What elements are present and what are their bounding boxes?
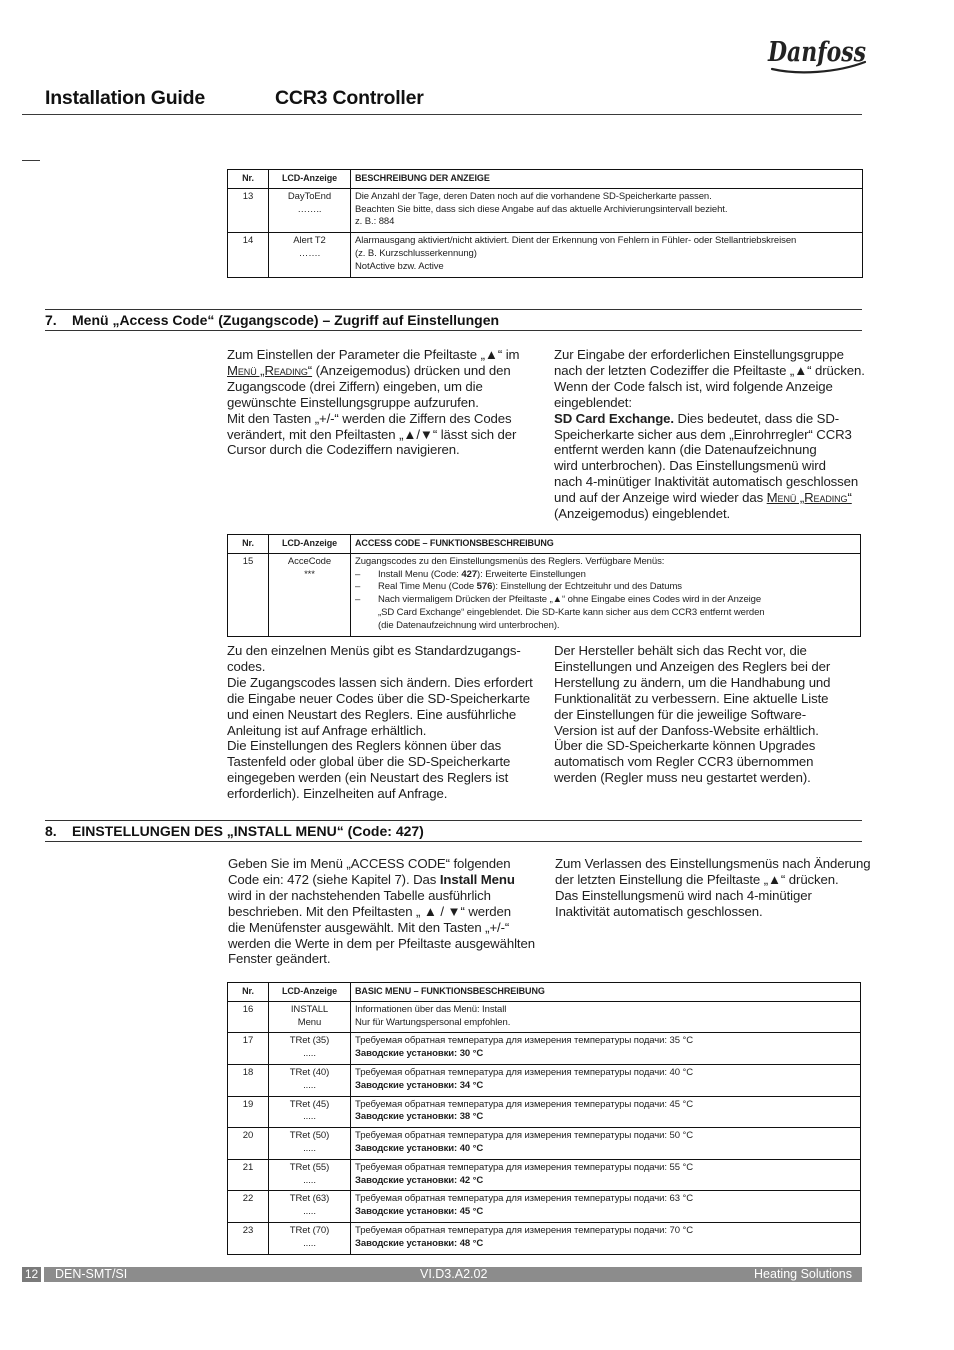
text-line [554, 458, 874, 474]
text-run: Fenster geändert. [228, 951, 331, 967]
table-row [228, 1128, 861, 1160]
text-run: Speicherkarte sicher aus dem „Einrohrregler“ CCR3 [554, 426, 852, 442]
col-header-description: BESCHREIBUNG DER ANZEIGE [351, 170, 863, 189]
text-line [227, 643, 547, 659]
text-run: Die Einstellungen des Reglers können über das [227, 738, 502, 754]
text-line [355, 1143, 856, 1156]
text-line [227, 691, 547, 707]
list-item-text [378, 581, 856, 594]
text-run: Требуемая обратная температура для измерения температуры подачи: 40 °C [355, 1066, 693, 1078]
text-run: gewünschte Einstellungsgruppe aufzurufen. [227, 394, 479, 410]
text-run: der letzten Einstellung die Pfeiltaste „▲“ drücken. [555, 871, 839, 887]
text-line [355, 1162, 856, 1175]
text-line [355, 1080, 856, 1093]
lcd-display-text: Menu [297, 1016, 322, 1028]
text-line [554, 474, 874, 490]
text-line [227, 442, 547, 458]
text-line [555, 904, 875, 920]
lcd-display-text: DayToEnd [287, 190, 332, 202]
text-line [554, 754, 874, 770]
table-row [228, 553, 861, 636]
text-run: z. B.: 884 [355, 216, 395, 228]
col-header-description: ACCESS CODE – FUNKTIONSBESCHREIBUNG [351, 535, 861, 554]
text-line [554, 490, 874, 506]
page-number: 12 [22, 1267, 41, 1282]
text-line [228, 904, 548, 920]
lcd-display-text: ..... [303, 1237, 316, 1249]
text-run: Das Einstellungsmenü wird nach 4-minütiger [555, 887, 812, 903]
list-item-text [378, 569, 856, 582]
text-line [227, 427, 547, 443]
table-header-row [228, 983, 861, 1002]
table-body [228, 188, 863, 277]
text-run: NotActive bzw. Active [355, 260, 444, 272]
lcd-display-cell [269, 188, 351, 232]
lcd-display-text: *** [304, 568, 315, 580]
table-row [228, 233, 863, 277]
text-run: Code ein: 472 (siehe Kapitel 7). Das [228, 871, 440, 887]
notes-left-column [227, 643, 547, 802]
col-header-description: BASIC MENU – FUNKTIONSBESCHREIBUNG [351, 983, 861, 1002]
document-title: Installation Guide [45, 87, 205, 109]
text-run: ): Einstellung der Echtzeituhr und des Datums [492, 581, 682, 593]
text-run: werden (Regler muss neu gestartet werden). [554, 770, 811, 786]
description-cell [351, 1064, 861, 1096]
text-run: Die Zugangscodes lassen sich ändern. Dies erfordert [227, 674, 533, 690]
text-line [378, 594, 856, 607]
basic-menu-table [227, 982, 861, 1255]
bold-text-run: 427 [461, 568, 478, 580]
text-run: Требуемая обратная температура для измерения температуры подачи: 70 °C [355, 1224, 693, 1236]
text-line [355, 556, 856, 569]
bold-text-run: Заводские установки: 38 °C [355, 1111, 484, 1123]
text-run: Tastenfeld oder global über die SD-Speicherkarte [227, 754, 511, 770]
text-line [554, 427, 874, 443]
lcd-display-text: TRet (70) [289, 1224, 330, 1236]
text-line [228, 888, 548, 904]
text-run: ): Erweiterte Einstellungen [477, 568, 586, 580]
text-run: Wenn der Code falsch ist, wird folgende Anzeige [554, 378, 833, 394]
text-line [228, 920, 548, 936]
text-line [554, 379, 874, 395]
row-number: 20 [228, 1128, 269, 1160]
list-item-text [378, 594, 856, 632]
text-run: Zum Einstellen der Parameter die Pfeiltaste „▲“ im [227, 347, 520, 362]
text-run: entfernt werden kann (die Datenaufzeichnung [554, 442, 817, 458]
text-line [227, 786, 547, 802]
text-line [355, 1017, 856, 1030]
text-run: Beachten Sie bitte, dass sich diese Angabe auf das aktuelle Archivierungsintervall bezieht. [355, 203, 728, 215]
row-number: 13 [228, 188, 269, 232]
description-cell [351, 1222, 861, 1254]
text-line [355, 1175, 856, 1188]
product-title: CCR3 Controller [275, 87, 424, 109]
text-run: Zugangscode (drei Ziffern) eingeben, um die [227, 378, 483, 394]
table-row [228, 1064, 861, 1096]
text-run: „SD Card Exchange“ eingeblendet. Die SD-Karte kann sicher aus dem CCR3 entfernt werden [378, 606, 765, 618]
text-run: eingeblendet: [554, 394, 632, 410]
text-line [554, 691, 874, 707]
col-header-nr: Nr. [228, 983, 269, 1002]
text-line [378, 607, 856, 620]
text-line [355, 216, 858, 229]
lcd-display-text: TRet (45) [289, 1098, 330, 1110]
text-run: (die Datenaufzeichnung wird unterbrochen). [378, 619, 560, 631]
text-line [228, 951, 548, 967]
bold-text-run: 576 [476, 581, 493, 593]
footer-bar [44, 1267, 862, 1282]
text-line [228, 936, 548, 952]
description-cell [351, 553, 861, 636]
text-run: Version ist auf der Danfoss-Website erhältlich. [554, 722, 819, 738]
text-run: Install Menu (Code: [378, 568, 462, 580]
table-row [228, 1222, 861, 1254]
text-line [554, 707, 874, 723]
text-line [554, 738, 874, 754]
lcd-display-text: ..... [303, 1048, 316, 1060]
table-row [228, 188, 863, 232]
lcd-display-text: ..... [303, 1142, 316, 1154]
text-run: Inaktivität automatisch geschlossen. [555, 903, 763, 919]
row-number: 15 [228, 553, 269, 636]
text-line [355, 1048, 856, 1061]
section-8-left-column [228, 856, 548, 967]
description-cell [351, 1033, 861, 1065]
description-cell [351, 1159, 861, 1191]
text-line [228, 856, 548, 872]
lcd-display-cell [269, 1064, 351, 1096]
lcd-display-cell [269, 1033, 351, 1065]
text-line [554, 395, 874, 411]
section-title: EINSTELLUNGEN DES „INSTALL MENU“ (Code: 427) [72, 823, 424, 839]
text-line [378, 620, 856, 633]
header-divider [22, 114, 862, 115]
text-run: verändert, mit den Pfeiltasten „▲/▼“ lässt sich der [227, 426, 517, 442]
text-run: Über die SD-Speicherkarte können Upgrades [554, 738, 816, 754]
description-cell [351, 188, 863, 232]
text-line [355, 1130, 856, 1143]
text-line [554, 442, 874, 458]
table-body [228, 1001, 861, 1254]
footer-doc-code: DEN-SMT/SI [55, 1267, 128, 1281]
text-run: beschrieben. Mit den Pfeiltasten „ ▲ / ▼“ werden [228, 903, 511, 919]
table-row [228, 1096, 861, 1128]
text-run: Geben Sie im Menü „ACCESS CODE“ folgenden [228, 856, 511, 871]
text-run: und einen Neustart des Reglers. Eine ausführliche [227, 706, 517, 722]
bullet-dash: – [355, 568, 361, 580]
text-run: Требуемая обратная температура для измерения температуры подачи: 45 °C [355, 1098, 693, 1110]
text-run: die Menüfenster ausgewählt. Mit den Tasten „+/-“ [228, 919, 510, 935]
text-line [355, 1111, 856, 1124]
table-row [228, 1033, 861, 1065]
lcd-display-text: ..... [303, 1111, 316, 1123]
section-7-right-column [554, 347, 874, 522]
text-line [227, 675, 547, 691]
text-run: Real Time Menu (Code [378, 581, 477, 593]
table-row [228, 1001, 861, 1033]
description-cell [351, 233, 863, 277]
text-line [227, 379, 547, 395]
text-line [227, 659, 547, 675]
table-row [228, 1191, 861, 1223]
row-number: 14 [228, 233, 269, 277]
text-run: Nach viermaligem Drücken der Pfeiltaste „▲“ ohne Eingabe eines Codes wird in der Anzeige [378, 594, 762, 606]
text-run: Informationen über das Menü: Install [355, 1003, 507, 1015]
lcd-display-text: …….. [297, 203, 322, 215]
text-run: Funktionalität zu verbessern. Eine aktuelle Liste [554, 690, 829, 706]
bold-text-run: Заводские установки: 34 °C [355, 1079, 484, 1091]
text-run: erforderlich). Einzelheiten auf Anfrage. [227, 786, 448, 802]
col-header-lcd: LCD-Anzeige [269, 170, 351, 189]
text-line [355, 235, 858, 248]
section-7-heading [45, 309, 862, 331]
text-run: (Anzeigemodus) drücken und den [312, 362, 511, 378]
text-line [554, 659, 874, 675]
bold-text-run: Заводские установки: 45 °C [355, 1206, 484, 1218]
bold-text-run: Заводские установки: 40 °C [355, 1142, 484, 1154]
text-line [227, 754, 547, 770]
text-line [227, 395, 547, 411]
text-line [355, 1225, 856, 1238]
text-run: und auf der Anzeige wird wieder das [554, 490, 767, 506]
col-header-nr: Nr. [228, 535, 269, 554]
list-item [355, 594, 856, 632]
bold-text-run: Install Menu [439, 871, 515, 887]
notes-right-column [554, 643, 874, 786]
text-line [227, 411, 547, 427]
text-run: Требуемая обратная температура для измерения температуры подачи: 55 °C [355, 1161, 693, 1173]
menu-name-reference: Menü „Reading“ [766, 490, 852, 506]
lcd-display-text: TRet (40) [289, 1066, 330, 1078]
lcd-display-text: ……. [298, 247, 321, 259]
lcd-display-cell [269, 1159, 351, 1191]
bold-text-run: SD Card Exchange. [554, 410, 674, 426]
text-run: Требуемая обратная температура для измерения температуры подачи: 35 °C [355, 1035, 693, 1047]
list-item [355, 569, 856, 582]
text-run: wird unterbrochen). Das Einstellungsmenü wird [554, 458, 826, 474]
text-run: Требуемая обратная температура для измерения температуры подачи: 63 °C [355, 1193, 693, 1205]
text-line [355, 1238, 856, 1251]
lcd-display-text: TRet (35) [289, 1035, 330, 1047]
text-line [355, 1099, 856, 1112]
text-run: Требуемая обратная температура для измерения температуры подачи: 50 °C [355, 1130, 693, 1142]
lcd-display-cell [269, 1191, 351, 1223]
row-number: 21 [228, 1159, 269, 1191]
lcd-display-text: ..... [303, 1079, 316, 1091]
bold-text-run: Заводские установки: 42 °C [355, 1174, 484, 1186]
lcd-display-text: AcceCode [287, 555, 332, 567]
lcd-display-text: ..... [303, 1206, 316, 1218]
description-cell [351, 1128, 861, 1160]
footer-division: Heating Solutions [754, 1267, 852, 1281]
lcd-display-text: TRet (63) [289, 1193, 330, 1205]
col-header-lcd: LCD-Anzeige [269, 535, 351, 554]
text-run: Cursor durch die Codeziffern navigieren. [227, 442, 460, 458]
text-run: Einstellungen und Anzeigen des Reglers bei der [554, 658, 831, 674]
text-line [355, 204, 858, 217]
section-number: 7. [45, 312, 57, 328]
row-number: 18 [228, 1064, 269, 1096]
table-header-row [228, 535, 861, 554]
text-line [227, 363, 547, 379]
text-run: Zur Eingabe der erforderlichen Einstellungsgruppe [554, 347, 844, 362]
text-run: nach 4-minütiger Inaktivität automatisch geschlossen [554, 474, 859, 490]
text-run: Alarmausgang aktiviert/nicht aktiviert. Dient der Erkennung von Fehlern in Fühler- oder Stellantriebskreisen [355, 235, 797, 247]
text-line [554, 723, 874, 739]
text-line [554, 770, 874, 786]
logo-wordmark: Danfoss [767, 37, 866, 68]
lcd-display-cell [269, 1222, 351, 1254]
section-8-right-column [555, 856, 875, 920]
lcd-display-text: TRet (55) [289, 1161, 330, 1173]
text-run: Herstellung zu ändern, um die Handhabung und [554, 674, 831, 690]
text-line [555, 872, 875, 888]
text-line [355, 248, 858, 261]
text-run: codes. [227, 658, 266, 674]
text-line [378, 569, 856, 582]
text-line [378, 581, 856, 594]
description-cell [351, 1096, 861, 1128]
text-line [554, 643, 874, 659]
text-run: nach der letzten Codeziffer die Pfeiltaste „▲“ drücken. [554, 362, 865, 378]
bullet-dash: – [355, 581, 361, 593]
text-line [555, 856, 875, 872]
description-cell [351, 1191, 861, 1223]
text-run: Mit den Tasten „+/-“ werden die Ziffern des Codes [227, 410, 512, 426]
text-run: automatisch vom Regler CCR3 übernommen [554, 754, 814, 770]
section-number: 8. [45, 823, 57, 839]
access-code-table [227, 534, 861, 637]
text-run: Der Hersteller behält sich das Recht vor, die [554, 643, 807, 658]
col-header-lcd: LCD-Anzeige [269, 983, 351, 1002]
bullet-dash: – [355, 594, 361, 606]
footer-version: VI.D3.A2.02 [420, 1267, 488, 1281]
row-number: 23 [228, 1222, 269, 1254]
lcd-display-cell [269, 233, 351, 277]
text-line [554, 347, 874, 363]
text-run: wird in der nachstehenden Tabelle ausführlich [228, 887, 491, 903]
text-line [355, 1004, 856, 1017]
bold-text-run: Заводские установки: 48 °C [355, 1237, 484, 1249]
display-description-table [227, 169, 863, 278]
lcd-display-cell [269, 1096, 351, 1128]
table-row [228, 1159, 861, 1191]
text-line [554, 506, 874, 522]
bold-text-run: Заводские установки: 30 °C [355, 1048, 484, 1060]
text-line [227, 770, 547, 786]
list-item [355, 581, 856, 594]
lcd-display-cell [269, 1128, 351, 1160]
description-cell [351, 1001, 861, 1033]
text-line [554, 363, 874, 379]
table-body [228, 553, 861, 636]
lcd-display-text: ..... [303, 1174, 316, 1186]
table-header-row [228, 170, 863, 189]
text-run: (Anzeigemodus) eingeblendet. [554, 506, 731, 522]
text-line [554, 675, 874, 691]
text-run: (z. B. Kurzschlusserkennung) [355, 247, 477, 259]
text-line [227, 738, 547, 754]
text-line [355, 261, 858, 274]
lcd-display-text: INSTALL [290, 1003, 329, 1015]
text-line [227, 723, 547, 739]
text-run: eingegeben werden (ein Neustart des Reglers ist [227, 770, 509, 786]
text-line [228, 872, 548, 888]
text-line [355, 1206, 856, 1219]
text-run: die Eingabe neuer Codes über die SD-Speicherkarte [227, 690, 530, 706]
text-line [355, 1193, 856, 1206]
text-line [554, 411, 874, 427]
margin-marker [22, 160, 40, 161]
row-number: 19 [228, 1096, 269, 1128]
text-run: werden die Werte in dem per Pfeiltaste ausgewählten [228, 935, 535, 951]
text-line [355, 1067, 856, 1080]
lcd-display-text: TRet (50) [289, 1130, 330, 1142]
text-line [227, 707, 547, 723]
text-run: der Einstellungen für die jeweilige Software- [554, 706, 807, 722]
text-line [227, 347, 547, 363]
text-line [355, 191, 858, 204]
text-run: Zum Verlassen des Einstellungsmenüs nach Änderung [555, 856, 871, 871]
danfoss-logo [764, 28, 870, 80]
section-title: Menü „Access Code“ (Zugangscode) – Zugriff auf Einstellungen [72, 312, 500, 328]
text-run: Die Anzahl der Tage, deren Daten noch auf die vorhandene SD-Speicherkarte passen. [355, 190, 712, 202]
row-number: 16 [228, 1001, 269, 1033]
text-run: Nur für Wartungspersonal empfohlen. [355, 1016, 511, 1028]
col-header-nr: Nr. [228, 170, 269, 189]
text-run: Zugangscodes zu den Einstellungsmenüs des Reglers. Verfügbare Menüs: [355, 555, 665, 567]
lcd-display-cell [269, 553, 351, 636]
text-run: Anleitung ist auf Anfrage erhältlich. [227, 722, 427, 738]
section-7-left-column [227, 347, 547, 458]
menu-name-reference: Menü „Reading“ [227, 362, 313, 378]
row-number: 17 [228, 1033, 269, 1065]
lcd-display-cell [269, 1001, 351, 1033]
section-8-heading [45, 820, 862, 842]
text-run: Zu den einzelnen Menüs gibt es Standardzugangs- [227, 643, 521, 658]
text-line [555, 888, 875, 904]
row-number: 22 [228, 1191, 269, 1223]
text-run: Dies bedeutet, dass die SD- [673, 410, 840, 426]
text-line [355, 1035, 856, 1048]
lcd-display-text: Alert T2 [293, 235, 326, 247]
